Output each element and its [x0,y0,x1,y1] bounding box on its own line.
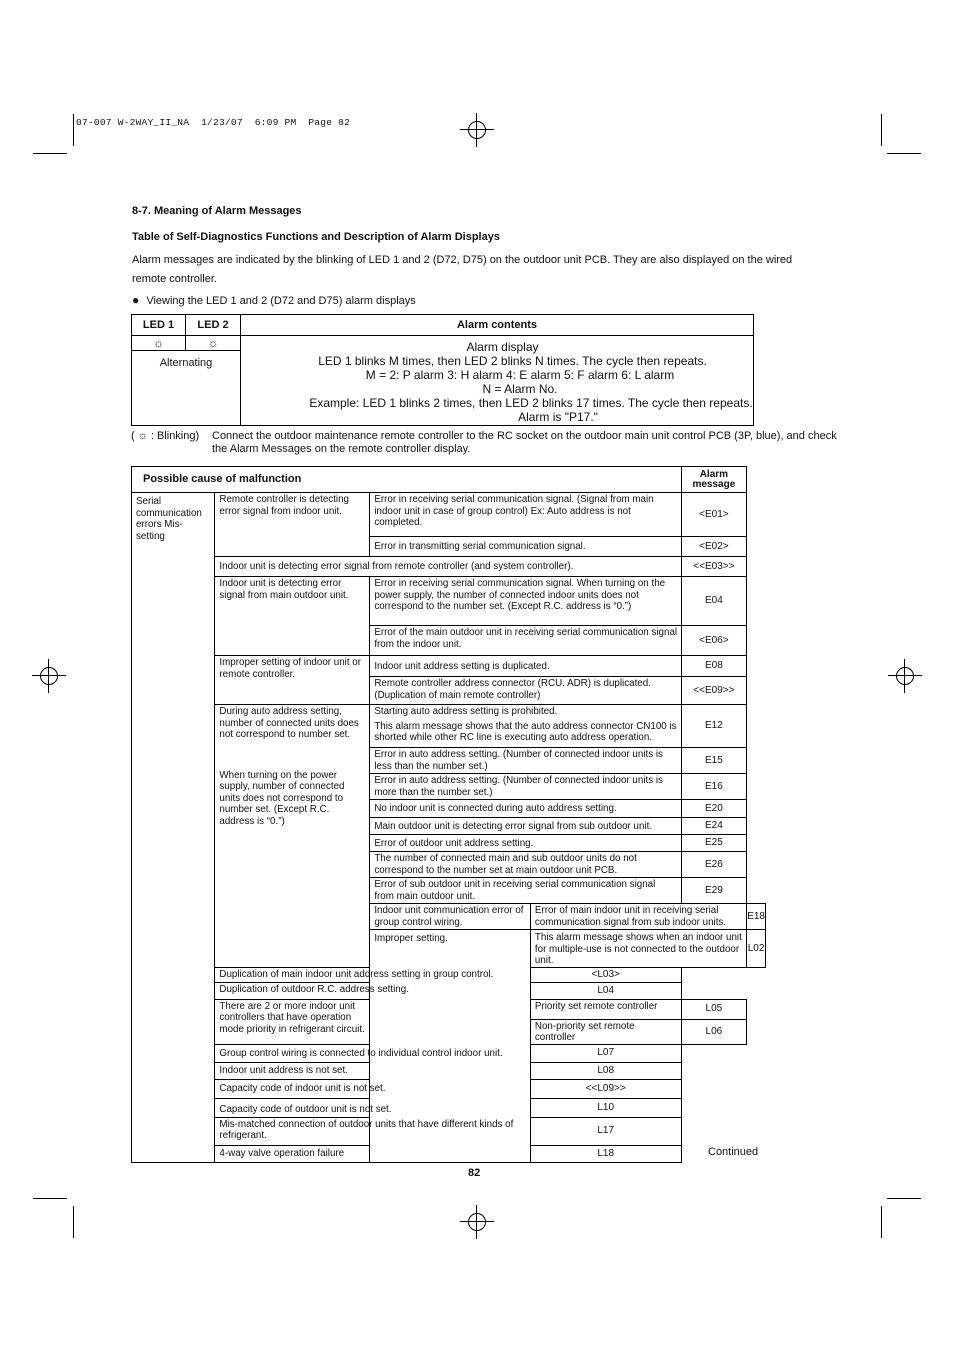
alarm-code: L08 [530,1062,681,1079]
blinking-legend: ( ☼ : Blinking) [131,430,200,442]
alarm-code: L18 [530,1145,681,1162]
detail-cell: Remote controller address connector (RCU. ADR) is duplicated. (Duplication of main remote controller) [370,677,681,705]
detail-cell: Error in transmitting serial communication signal. [370,537,681,557]
alarm-message-header: Alarm message [681,467,747,493]
bullet-text: Viewing the LED 1 and 2 (D72 and D75) alarm displays [146,295,416,307]
cause-power-supply: When turning on the power supply, number of connected units does not correspond to number set. (Except R.C. address is “0.”) [219,769,345,827]
cause-header: Possible cause of malfunction [132,467,682,493]
alarm-code: E25 [681,835,747,852]
table-row [132,1145,766,1162]
alarm-code: E29 [681,878,747,904]
alarm-code: <<E09>> [681,677,747,705]
table-row [132,1117,766,1145]
alarm-code: L10 [530,1098,681,1117]
registration-mark-bottom [460,1205,494,1239]
table-row [132,967,766,982]
alarm-code: <<E03>> [681,557,747,577]
alarm-line: LED 1 blinks M times, then LED 2 blinks N times. The cycle then repeats. [318,354,707,368]
alternating-label: Alternating [132,351,241,426]
led1-header: LED 1 [132,315,186,336]
detail-cell: Indoor unit address is not set. [215,1062,531,1079]
registration-mark-right [888,659,922,693]
table-row [132,656,766,677]
intro-paragraph: Alarm messages are indicated by the blinking of LED 1 and 2 (D72, D75) on the outdoor unit PCB. They are also displayed on the wired remote controller. [132,254,793,285]
detail-cell: Error in auto address setting. (Number of connected indoor units is less than the number set.) [370,748,681,774]
table-row [132,493,766,537]
alarm-code: L17 [530,1117,681,1145]
table-row [132,577,766,626]
detail-cell: Error of the main outdoor unit in receiving serial communication signal from the indoor unit. [370,626,681,656]
alarm-line: Alarm is "P17." [518,410,598,424]
alarm-code: E18 [747,904,766,930]
led-table-header [132,315,754,336]
detail-line: This alarm message shows that the auto address connector CN100 is shorted while other RC line is executing auto address operation. [374,720,677,743]
table-row [132,982,766,999]
detail-cell: Error of main indoor unit in receiving serial communication signal from sub indoor units. [530,904,746,930]
detail-cell: This alarm message shows when an indoor unit for multiple-use is not connected to the outdoor unit. [530,930,746,968]
detail-cell: Duplication of main indoor unit address setting in group control. [215,967,531,982]
alarm-code: E08 [681,656,747,677]
alarm-contents-header: Alarm contents [241,315,754,336]
category-cell: Serial communication errors Mis-setting [132,493,215,1163]
alarm-code: E15 [681,748,747,774]
cause-cell: Remote controller is detecting error signal from indoor unit. [215,493,370,557]
detail-line: Starting auto address setting is prohibited. [374,706,558,717]
table-row [132,1044,766,1062]
detail-cell: Error in receiving serial communication signal. When turning on the power supply, the number of connected indoor units does not correspond to the number set. (Except R.C. address is “0.”) [370,577,681,626]
led-alarm-table [131,314,754,426]
alarm-code: L07 [530,1044,681,1062]
alarm-message-table [131,466,766,1163]
blinking-instruction: Connect the outdoor maintenance remote controller to the RC socket on the outdoor main unit control PCB (3P, blue), and check the Alarm Messages on the remote controller display. [212,430,837,455]
detail-cell: Indoor unit address setting is duplicated. [370,656,681,677]
table-row [132,1098,766,1117]
alarm-line: N = Alarm No. [482,382,558,396]
table-header-row [132,467,766,493]
detail-cell: Error of outdoor unit address setting. [370,835,681,852]
cause-auto-address: During auto address setting, number of connected units does not correspond to number set. [219,706,359,740]
print-header: 07-007 W-2WAY_II_NA 1/23/07 6:09 PM Page 82 [76,117,351,128]
alarm-code: <<L09>> [530,1079,681,1098]
table-row [132,1062,766,1079]
detail-cell: Duplication of outdoor R.C. address setting. [215,982,531,999]
table-title: Table of Self-Diagnostics Functions and Description of Alarm Displays [132,231,500,243]
alarm-code: L02 [747,930,766,968]
alarm-code: E04 [681,577,747,626]
detail-cell: The number of connected main and sub outdoor units do not correspond to the number set at main outdoor unit PCB. [370,852,681,878]
led-blink-row [132,336,754,351]
detail-cell: No indoor unit is connected during auto address setting. [370,800,681,818]
detail-cell: Error of sub outdoor unit in receiving serial communication signal from main outdoor unit. [370,878,681,904]
detail-cell: Error in receiving serial communication signal. (Signal from main indoor unit in case of group control) Ex: Auto address is not completed. [370,493,681,537]
alarm-code: L06 [681,1019,747,1044]
alarm-line: Alarm display [466,340,539,354]
table-row [132,705,766,748]
cause-cell: Improper setting. [370,930,531,1163]
detail-cell: Priority set remote controller [530,999,681,1019]
alarm-line: Example: LED 1 blinks 2 times, then LED 2 blinks 17 times. The cycle then repeats. [309,396,753,410]
cause-cell: Indoor unit is detecting error signal from main outdoor unit. [215,577,370,656]
alarm-code: E12 [681,705,747,748]
alarm-code: <E02> [681,537,747,557]
detail-cell: Error in auto address setting. (Number of connected indoor units is more than the number set.) [370,774,681,800]
detail-cell: Capacity code of outdoor unit is not set. [215,1098,531,1117]
detail-cell: Indoor unit is detecting error signal from remote controller (and system controller). [215,557,681,577]
alarm-code: L05 [681,999,747,1019]
bullet-icon: ● [132,293,140,307]
page-number: 82 [468,1167,481,1179]
led2-header: LED 2 [186,315,241,336]
cause-cell: Indoor unit communication error of group control wiring. [370,904,531,930]
table-row [132,557,766,577]
alarm-line: M = 2: P alarm 3: H alarm 4: E alarm 5: F alarm 6: L alarm [365,368,675,382]
table-row [132,1079,766,1098]
detail-cell: Group control wiring is connected to individual control indoor unit. [215,1044,531,1062]
alarm-code: E24 [681,818,747,835]
alarm-code: L04 [530,982,681,999]
alarm-code: E16 [681,774,747,800]
detail-cell: 4-way valve operation failure [215,1145,531,1162]
registration-mark-top [460,113,494,147]
alarm-contents [241,336,754,426]
cause-cell [215,705,370,968]
detail-cell: Mis-matched connection of outdoor units that have different kinds of refrigerant. [215,1117,531,1145]
section-title: 8-7. Meaning of Alarm Messages [132,205,302,217]
detail-cell [370,705,681,748]
alarm-code: <E06> [681,626,747,656]
continued-label: Continued [708,1146,759,1158]
alarm-code: <L03> [530,967,681,982]
alarm-code: <E01> [681,493,747,537]
detail-cell: There are 2 or more indoor unit controllers that have operation mode priority in refrigerant circuit. [215,999,370,1044]
led1-blink-icon: ☼ [132,336,186,351]
detail-cell: Capacity code of indoor unit is not set. [215,1079,531,1098]
detail-cell: Main outdoor unit is detecting error signal from sub outdoor unit. [370,818,681,835]
alarm-code: E26 [681,852,747,878]
led2-blink-icon: ☼ [186,336,241,351]
detail-cell: Non-priority set remote controller [530,1019,681,1044]
alarm-code: E20 [681,800,747,818]
cause-cell: Improper setting of indoor unit or remote controller. [215,656,370,705]
registration-mark-left [32,659,66,693]
bullet-item [132,293,416,307]
